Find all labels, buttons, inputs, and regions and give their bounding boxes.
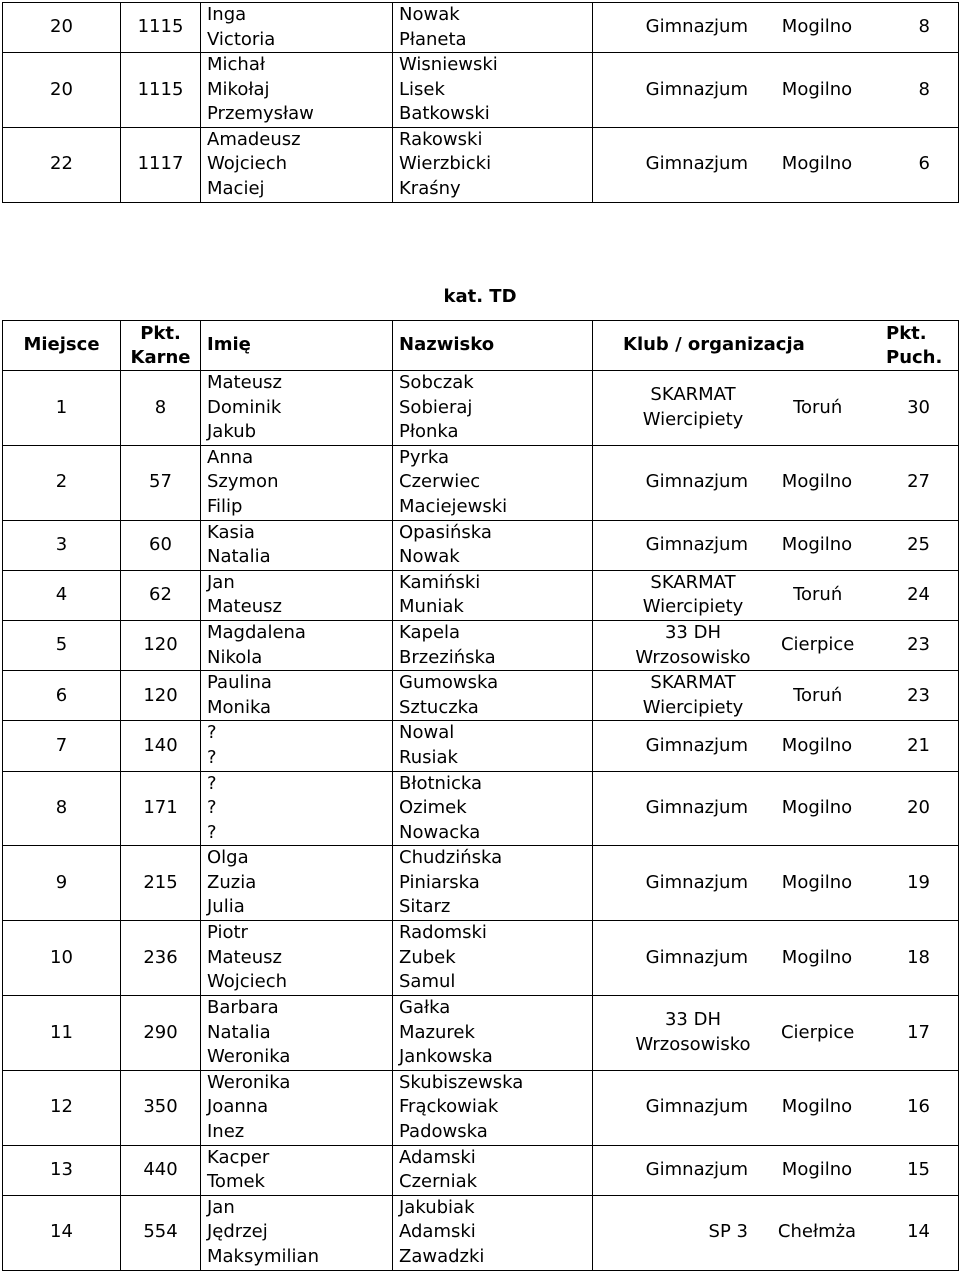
points-cell: 1117 (121, 127, 201, 202)
place-cell: 8 (3, 771, 121, 846)
last-names-cell-line: Muniak (399, 596, 464, 618)
club-name-line: 33 DH (664, 622, 722, 644)
last-names-cell-line: Zawadzki (399, 1245, 485, 1267)
score: 21 (907, 734, 930, 756)
club-name (593, 533, 762, 558)
first-names-cell-line: Inez (207, 1120, 245, 1142)
score: 18 (907, 946, 930, 968)
last-names-cell-line: Samul (399, 971, 456, 993)
first-names-cell-line: Natalia (207, 1021, 271, 1043)
first-names-cell-line: Olga (207, 847, 249, 869)
first-names-cell-line: ? (207, 746, 217, 768)
last-names-cell (393, 995, 593, 1070)
club-name-line: Gimnazjum (645, 533, 748, 555)
club-town: Mogilno (781, 1158, 853, 1180)
last-names-cell-line: Jakubiak (399, 1196, 475, 1218)
last-names-cell-line: Płaneta (399, 28, 467, 50)
last-names-cell-line: Mazurek (399, 1021, 475, 1043)
place-cell: 1 (3, 371, 121, 446)
last-names-cell (393, 1145, 593, 1195)
header-place: Miejsce (3, 321, 121, 371)
points-cell: 120 (121, 671, 201, 721)
result-row (3, 620, 959, 670)
first-names-cell-line: Maksymilian (207, 1245, 319, 1267)
club-name (593, 1158, 762, 1183)
last-names-cell-line: Nowal (399, 722, 455, 744)
club-town: Mogilno (781, 1096, 853, 1118)
last-names-cell-line: Maciejewski (399, 495, 508, 517)
result-row (3, 371, 959, 446)
first-names-cell-line: ? (207, 722, 217, 744)
first-names-cell (201, 371, 393, 446)
club-name-line: Gimnazjum (645, 734, 748, 756)
last-names-cell-line: Kamiński (399, 571, 481, 593)
club-town: Toruń (793, 684, 843, 706)
header-first-name: Imię (201, 321, 393, 371)
last-names-cell-line: Frąckowiak (399, 1096, 499, 1118)
place-cell: 3 (3, 520, 121, 570)
last-names-cell (393, 445, 593, 520)
header-club: Klub / organizacja (623, 334, 805, 356)
place-cell: 9 (3, 846, 121, 921)
last-names-cell (393, 520, 593, 570)
club-name (593, 571, 763, 620)
result-row (3, 721, 959, 771)
top-row (3, 127, 959, 202)
header-score: Pkt. Puch. (886, 322, 943, 368)
first-names-cell-line: Tomek (207, 1171, 265, 1193)
points-cell: 57 (121, 445, 201, 520)
first-names-cell-line: Zuzia (207, 871, 257, 893)
club-cell (593, 445, 959, 520)
last-names-cell (393, 1195, 593, 1270)
last-names-cell-line: Ozimek (399, 797, 467, 819)
last-names-cell-line: Jankowska (399, 1046, 493, 1068)
club-name-line: SKARMAT (650, 571, 736, 593)
last-names-cell-line: Chudzińska (399, 847, 503, 869)
last-names-cell-line: Brzezińska (399, 646, 496, 668)
place-cell: 13 (3, 1145, 121, 1195)
place-cell: 20 (3, 3, 121, 53)
points-cell: 440 (121, 1145, 201, 1195)
first-names-cell-line: Michał (207, 54, 265, 75)
club-cell (593, 53, 959, 128)
last-names-cell-line: Błotnicka (399, 772, 482, 794)
club-cell (593, 620, 959, 670)
club-town: Mogilno (781, 797, 853, 819)
club-name (593, 383, 763, 432)
last-names-cell-line: Piniarska (399, 871, 480, 893)
first-names-cell-line: Filip (207, 495, 243, 517)
first-names-cell-line: Julia (207, 896, 245, 918)
club-town: Toruń (793, 584, 843, 606)
first-names-cell-line: Monika (207, 696, 272, 718)
first-names-cell-line: Jakub (207, 421, 257, 443)
place-cell: 4 (3, 570, 121, 620)
result-row (3, 846, 959, 921)
score: 8 (918, 16, 930, 38)
result-row (3, 445, 959, 520)
top-results-table (2, 2, 959, 203)
club-name: Gimnazjum (645, 78, 748, 100)
header-row (3, 321, 959, 371)
club-name (593, 671, 763, 720)
first-names-cell-line: Mateusz (207, 372, 282, 394)
last-names-cell-line: Wierzbicki (399, 153, 492, 175)
club-name-line: Gimnazjum (645, 946, 748, 968)
result-row (3, 1195, 959, 1270)
last-names-cell-line: Nowak (399, 4, 460, 25)
first-names-cell (201, 520, 393, 570)
last-names-cell-line: Batkowski (399, 103, 490, 124)
first-names-cell-line: Piotr (207, 922, 248, 944)
score: 23 (907, 634, 930, 656)
last-names-cell-line: Zubek (399, 946, 456, 968)
score: 30 (907, 396, 930, 418)
place-cell: 14 (3, 1195, 121, 1270)
club-name (593, 796, 762, 821)
top-row (3, 3, 959, 53)
club-town: Mogilno (781, 78, 853, 100)
place-cell: 10 (3, 921, 121, 996)
club-name-line: Gimnazjum (645, 1158, 748, 1180)
first-names-cell (201, 721, 393, 771)
last-names-cell (393, 771, 593, 846)
last-names-cell (393, 671, 593, 721)
club-cell (593, 520, 959, 570)
club-name (593, 470, 762, 495)
first-names-cell-line: Przemysław (207, 103, 314, 124)
club-name-line: Wiercipiety (642, 696, 744, 718)
score: 14 (907, 1221, 930, 1243)
first-names-cell-line: Jan (207, 1196, 235, 1218)
club-town: Mogilno (781, 734, 853, 756)
first-names-cell (201, 445, 393, 520)
club-name-line: Wiercipiety (642, 408, 744, 430)
first-names-cell-line: Wojciech (207, 153, 288, 175)
club-cell (593, 771, 959, 846)
top-results-body (3, 3, 959, 203)
first-names-cell-line: Amadeusz (207, 128, 301, 150)
last-names-cell-line: Rusiak (399, 746, 458, 768)
club-name: Gimnazjum (645, 153, 748, 175)
points-cell: 140 (121, 721, 201, 771)
last-names-cell-line: Sobieraj (399, 396, 473, 418)
place-cell: 7 (3, 721, 121, 771)
score: 24 (907, 584, 930, 606)
first-names-cell-line: Jędrzej (207, 1221, 268, 1243)
club-name-line: Wrzosowisko (635, 1033, 751, 1055)
last-names-cell-line: Radomski (399, 922, 487, 944)
category-title: kat. TD (443, 286, 517, 307)
last-names-cell (393, 721, 593, 771)
club-name (593, 946, 762, 971)
first-names-cell-line: Magdalena (207, 622, 306, 644)
score: 27 (907, 471, 930, 493)
result-row (3, 570, 959, 620)
result-row (3, 921, 959, 996)
last-names-cell-line: Rakowski (399, 128, 483, 150)
top-row (3, 53, 959, 128)
points-cell: 120 (121, 620, 201, 670)
last-names-cell-line: Czerniak (399, 1171, 478, 1193)
last-names-cell-line: Czerwiec (399, 471, 481, 493)
place-cell: 20 (3, 53, 121, 128)
last-names-cell-line: Kraśny (399, 177, 461, 199)
first-names-cell-line: Dominik (207, 396, 282, 418)
club-name (593, 621, 763, 670)
club-town: Mogilno (781, 16, 853, 38)
first-names-cell (201, 771, 393, 846)
club-cell (593, 3, 959, 53)
first-names-cell-line: Anna (207, 446, 254, 468)
place-cell: 22 (3, 127, 121, 202)
points-cell: 171 (121, 771, 201, 846)
first-names-cell (201, 1070, 393, 1145)
first-names-cell (201, 3, 393, 53)
last-names-cell-line: Skubiszewska (399, 1071, 524, 1093)
club-name-line: Gimnazjum (645, 797, 748, 819)
last-names-cell-line: Opasińska (399, 521, 492, 543)
club-name-line: SP 3 (708, 1221, 748, 1243)
place-cell: 12 (3, 1070, 121, 1145)
last-names-cell-line: Gumowska (399, 672, 499, 694)
score: 15 (907, 1158, 930, 1180)
points-cell: 554 (121, 1195, 201, 1270)
first-names-cell (201, 995, 393, 1070)
club-cell (593, 846, 959, 921)
club-name-line: SKARMAT (650, 384, 736, 406)
first-names-cell-line: Paulina (207, 672, 272, 694)
result-row (3, 995, 959, 1070)
first-names-cell-line: Joanna (207, 1096, 269, 1118)
first-names-cell-line: Inga (207, 4, 247, 25)
last-names-cell-line: Adamski (399, 1221, 476, 1243)
club-town: Mogilno (781, 533, 853, 555)
club-name-line: SKARMAT (650, 672, 736, 694)
club-name (593, 734, 762, 759)
first-names-cell-line: Maciej (207, 177, 265, 199)
club-cell (593, 671, 959, 721)
first-names-cell-line: Nikola (207, 646, 263, 668)
last-names-cell-line: Sobczak (399, 372, 474, 394)
club-cell (593, 1195, 959, 1270)
first-names-cell (201, 671, 393, 721)
first-names-cell (201, 1195, 393, 1270)
score: 19 (907, 871, 930, 893)
points-cell: 60 (121, 520, 201, 570)
club-name: Gimnazjum (645, 16, 748, 38)
place-cell: 2 (3, 445, 121, 520)
first-names-cell (201, 127, 393, 202)
points-cell: 1115 (121, 3, 201, 53)
first-names-cell-line: Natalia (207, 546, 271, 568)
first-names-cell (201, 846, 393, 921)
header-points: Pkt. Karne (121, 321, 201, 371)
points-cell: 236 (121, 921, 201, 996)
club-name (593, 871, 762, 896)
score: 16 (907, 1096, 930, 1118)
club-cell (593, 995, 959, 1070)
last-names-cell-line: Sztuczka (399, 696, 479, 718)
first-names-cell-line: Jan (207, 571, 235, 593)
first-names-cell-line: Kacper (207, 1146, 270, 1168)
points-cell: 350 (121, 1070, 201, 1145)
result-row (3, 1145, 959, 1195)
club-town: Mogilno (781, 153, 853, 175)
last-names-cell-line: Lisek (399, 78, 445, 100)
first-names-cell-line: Mikołaj (207, 78, 270, 100)
first-names-cell-line: Wojciech (207, 971, 288, 993)
first-names-cell-line: Weronika (207, 1071, 291, 1093)
first-names-cell (201, 1145, 393, 1195)
results-body (3, 371, 959, 1271)
last-names-cell-line: Pyrka (399, 446, 450, 468)
last-names-cell (393, 846, 593, 921)
club-town: Mogilno (781, 471, 853, 493)
first-names-cell-line: Kasia (207, 521, 255, 543)
place-cell: 6 (3, 671, 121, 721)
first-names-cell (201, 921, 393, 996)
score: 8 (918, 78, 930, 100)
club-name-line: Wrzosowisko (635, 646, 751, 668)
club-cell (593, 1070, 959, 1145)
last-names-cell (393, 371, 593, 446)
first-names-cell (201, 620, 393, 670)
score: 6 (918, 153, 930, 175)
club-cell (593, 1145, 959, 1195)
result-row (3, 771, 959, 846)
first-names-cell-line: Szymon (207, 471, 279, 493)
last-names-cell-line: Padowska (399, 1120, 488, 1142)
first-names-cell-line: ? (207, 821, 217, 843)
club-town: Mogilno (781, 946, 853, 968)
place-cell: 5 (3, 620, 121, 670)
club-name (593, 1095, 762, 1120)
header-club-and-score (593, 321, 959, 371)
first-names-cell-line: Weronika (207, 1046, 291, 1068)
first-names-cell-line: Victoria (207, 28, 276, 50)
club-name (593, 1220, 762, 1245)
last-names-cell (393, 921, 593, 996)
club-town: Cierpice (780, 634, 855, 656)
club-town: Toruń (793, 396, 843, 418)
points-cell: 8 (121, 371, 201, 446)
club-town: Cierpice (780, 1021, 855, 1043)
results-table (2, 320, 959, 1271)
points-cell: 62 (121, 570, 201, 620)
score: 17 (907, 1021, 930, 1043)
club-cell (593, 371, 959, 446)
last-names-cell-line: Adamski (399, 1146, 476, 1168)
points-cell: 1115 (121, 53, 201, 128)
score: 23 (907, 684, 930, 706)
club-name-line: Wiercipiety (642, 596, 744, 618)
first-names-cell-line: Barbara (207, 997, 279, 1019)
header-last-name: Nazwisko (393, 321, 593, 371)
last-names-cell (393, 53, 593, 128)
club-name (593, 1008, 763, 1057)
last-names-cell-line: Płonka (399, 421, 459, 443)
club-name-line: Gimnazjum (645, 471, 748, 493)
last-names-cell-line: Nowacka (399, 821, 481, 843)
last-names-cell-line: Sitarz (399, 896, 451, 918)
last-names-cell-line: Kapela (399, 622, 461, 644)
club-cell (593, 921, 959, 996)
score: 20 (907, 797, 930, 819)
last-names-cell (393, 127, 593, 202)
first-names-cell-line: Mateusz (207, 946, 282, 968)
club-name-line: 33 DH (664, 1009, 722, 1031)
last-names-cell (393, 1070, 593, 1145)
result-row (3, 671, 959, 721)
club-town: Chełmża (777, 1221, 857, 1243)
club-cell (593, 721, 959, 771)
last-names-cell-line: Wisniewski (399, 54, 498, 75)
points-cell: 215 (121, 846, 201, 921)
last-names-cell (393, 570, 593, 620)
first-names-cell-line: ? (207, 797, 217, 819)
club-cell (593, 127, 959, 202)
last-names-cell-line: Gałka (399, 997, 451, 1019)
result-row (3, 520, 959, 570)
first-names-cell-line: Mateusz (207, 596, 282, 618)
club-name-line: Gimnazjum (645, 871, 748, 893)
club-cell (593, 570, 959, 620)
points-cell: 290 (121, 995, 201, 1070)
first-names-cell-line: ? (207, 772, 217, 794)
result-row (3, 1070, 959, 1145)
last-names-cell (393, 3, 593, 53)
place-cell: 11 (3, 995, 121, 1070)
club-name-line: Gimnazjum (645, 1096, 748, 1118)
first-names-cell (201, 570, 393, 620)
club-town: Mogilno (781, 871, 853, 893)
last-names-cell-line: Nowak (399, 546, 460, 568)
first-names-cell (201, 53, 393, 128)
last-names-cell (393, 620, 593, 670)
score: 25 (907, 533, 930, 555)
